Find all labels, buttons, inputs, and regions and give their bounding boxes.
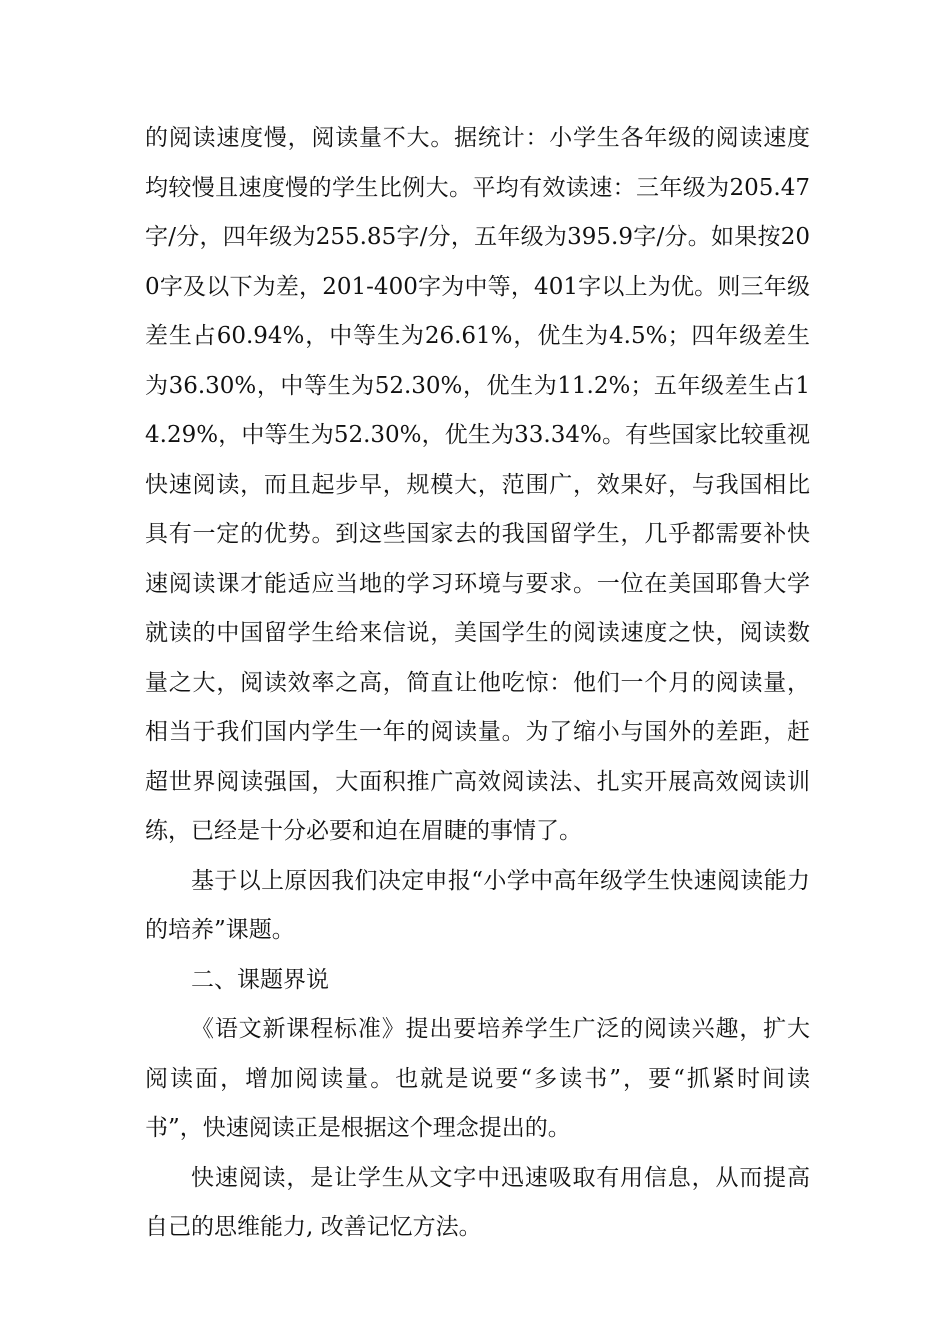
document-body bbox=[145, 114, 810, 1253]
body-paragraph-statistics: 的阅读速度慢，阅读量不大。据统计：小学生各年级的阅读速度均较慢且速度慢的学生比例大。平均有效读速：三年级为205.47字/分，四年级为255.85字/分，五年级为395.9字/分。如果按200字及以下为差，201-400字为中等，401字以上为优。则三年级差生占60.94%，中等生为26.61%，优生为4.5%；四年级差生为36.30%，中等生为52.30%，优生为11.2%；五年级差生占14.29%，中等生为52.30%，优生为33.34%。有些国家比较重视快速阅读，而且起步早，规模大，范围广，效果好，与我国相比具有一定的优势。到这些国家去的我国留学生，几乎都需要补快速阅读课才能适应当地的学习环境与要求。一位在美国耶鲁大学就读的中国留学生给来信说，美国学生的阅读速度之快，阅读数量之大，阅读效率之高，简直让他吃惊：他们一个月的阅读量，相当于我们国内学生一年的阅读量。为了缩小与国外的差距，赶超世界阅读强国，大面积推广高效阅读法、扎实开展高效阅读训练，已经是十分必要和迫在眉睫的事情了。 bbox=[145, 125, 810, 844]
body-paragraph-curriculum-standard: 《语文新课程标准》提出要培养学生广泛的阅读兴趣，扩大阅读面，增加阅读量。也就是说要“多读书”，要“抓紧时间读书”，快速阅读正是根据这个理念提出的。 bbox=[145, 1016, 810, 1141]
body-paragraph-fast-reading-definition: 快速阅读，是让学生从文字中迅速吸取有用信息，从而提高自己的思维能力, 改善记忆方法。 bbox=[145, 1164, 810, 1240]
body-paragraph-application-reason: 基于以上原因我们决定申报“小学中高年级学生快速阅读能力的培养”课题。 bbox=[145, 867, 810, 943]
section-heading: 二、课题界说 bbox=[191, 966, 329, 993]
